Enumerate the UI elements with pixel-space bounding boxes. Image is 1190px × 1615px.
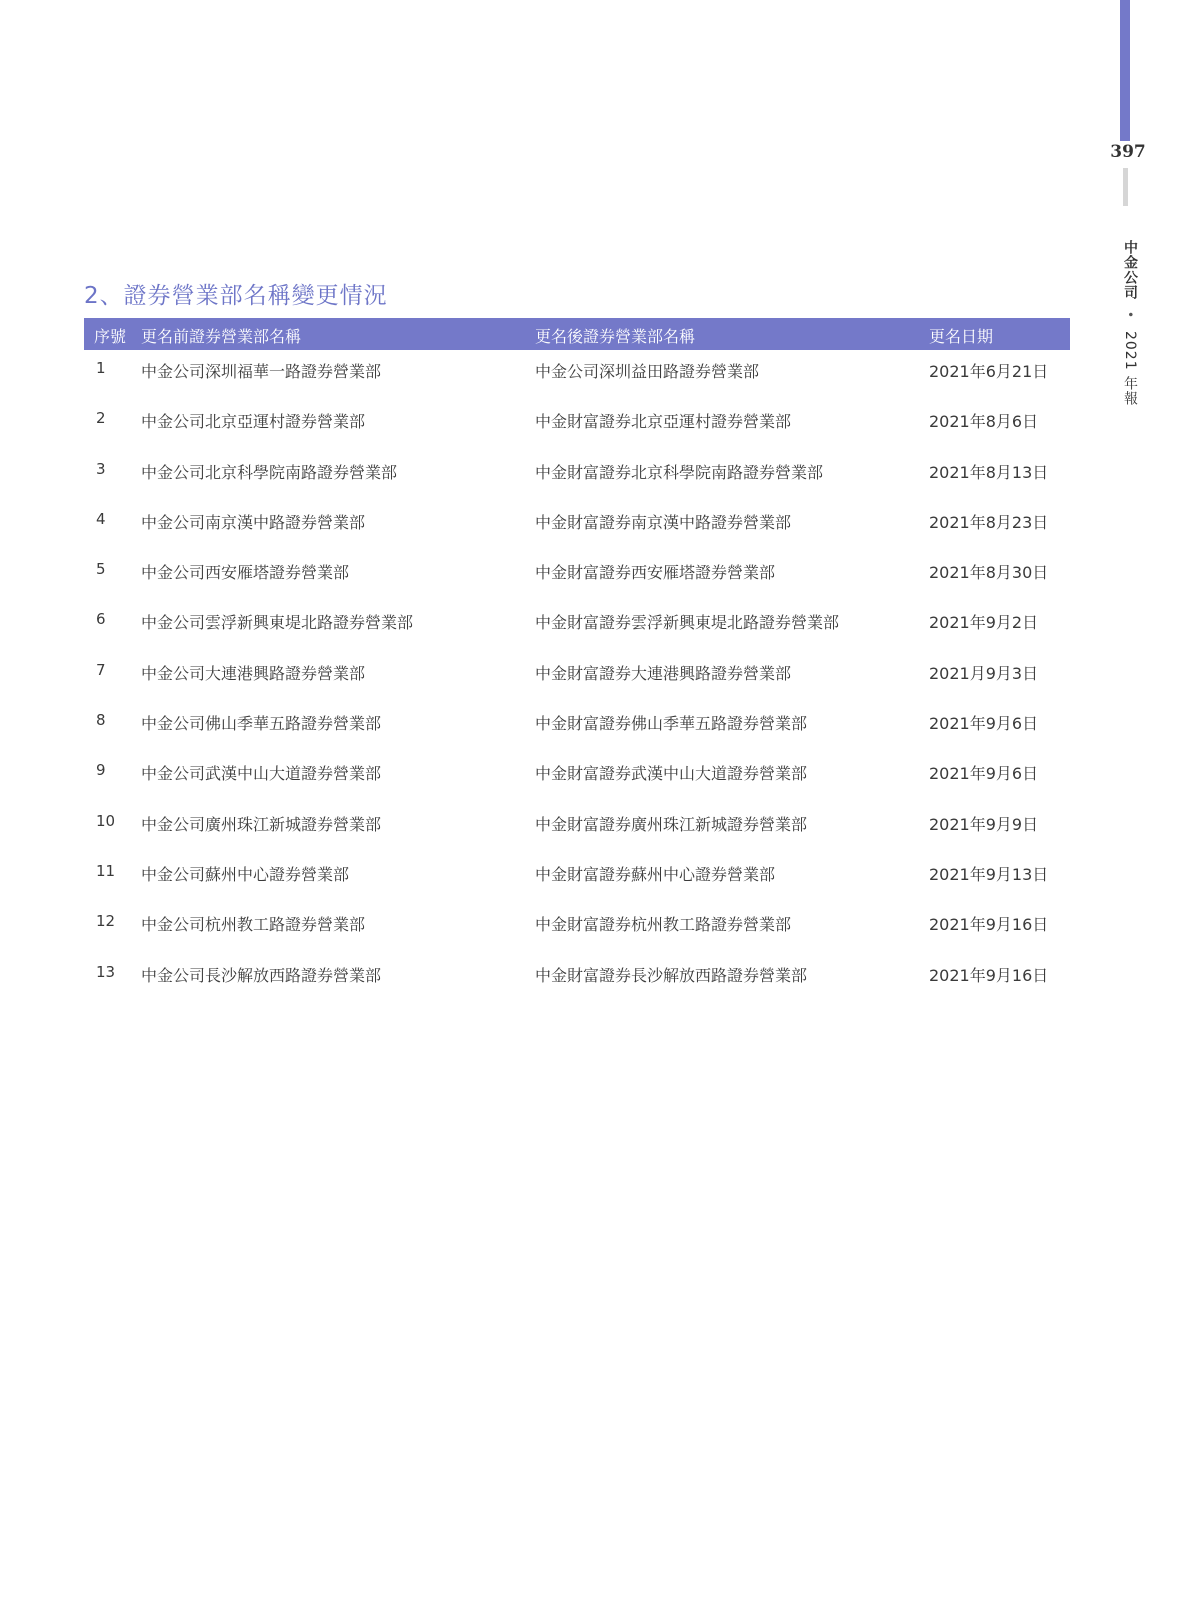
table-row: [84, 803, 1070, 853]
cell-after: 中金財富證券長沙解放西路證券營業部: [535, 965, 808, 985]
cell-after: 中金財富證券武漢中山大道證券營業部: [535, 764, 808, 784]
cell-before: 中金公司西安雁塔證券營業部: [141, 563, 350, 583]
cell-after: 中金財富證券蘇州中心證券營業部: [535, 864, 776, 884]
cell-date: 2021月9月3日: [929, 663, 1039, 683]
cell-before: 中金公司北京科學院南路證券營業部: [141, 462, 398, 482]
table-row: [84, 400, 1070, 450]
cell-before: 中金公司廣州珠江新城證券營業部: [141, 814, 382, 834]
table-row: [84, 350, 1070, 400]
header-no: 序號: [94, 327, 127, 346]
cell-date: 2021年9月16日: [929, 965, 1049, 985]
cell-after: 中金財富證券北京亞運村證券營業部: [535, 412, 792, 432]
table-header: [84, 318, 1070, 350]
cell-after: 中金財富證券北京科學院南路證券營業部: [535, 462, 824, 482]
cell-date: 2021年9月13日: [929, 864, 1049, 884]
separator-dot: •: [1123, 311, 1137, 320]
cell-no: 8: [96, 711, 106, 730]
cell-before: 中金公司雲浮新興東堤北路證券營業部: [141, 613, 414, 633]
cell-after: 中金財富證券佛山季華五路證券營業部: [535, 714, 808, 734]
cell-no: 3: [96, 459, 106, 478]
cell-after: 中金財富證券杭州教工路證券營業部: [535, 915, 792, 935]
section-title: 2、證券營業部名稱變更情況: [84, 283, 388, 309]
rename-table: [84, 318, 1070, 1004]
table-row: [84, 752, 1070, 802]
cell-after: 中金財富證券大連港興路證券營業部: [535, 663, 792, 683]
header-before: 更名前證券營業部名稱: [141, 327, 302, 346]
cell-date: 2021年8月13日: [929, 462, 1049, 482]
cell-before: 中金公司南京漢中路證券營業部: [141, 512, 366, 532]
table-row: [84, 903, 1070, 953]
company-name: 中金公司: [1122, 240, 1138, 300]
cell-date: 2021年9月16日: [929, 915, 1049, 935]
header-date: 更名日期: [929, 327, 994, 346]
table-row: [84, 702, 1070, 752]
cell-before: 中金公司武漢中山大道證券營業部: [141, 764, 382, 784]
page-number: 397: [1110, 142, 1146, 162]
cell-no: 9: [96, 761, 106, 780]
report-name: 2021 年報: [1122, 330, 1138, 407]
table-row: [84, 501, 1070, 551]
cell-after: 中金公司深圳益田路證券營業部: [535, 362, 760, 381]
cell-no: 2: [96, 409, 106, 428]
cell-after: 中金財富證券西安雁塔證券營業部: [535, 563, 776, 583]
table-row: [84, 551, 1070, 601]
margin-accent-bar: [1120, 0, 1130, 141]
table-row: [84, 652, 1070, 702]
cell-no: 5: [96, 560, 106, 579]
table-row: [84, 451, 1070, 501]
cell-before: 中金公司杭州教工路證券營業部: [141, 915, 366, 935]
cell-before: 中金公司蘇州中心證券營業部: [141, 864, 350, 884]
cell-date: 2021年8月30日: [929, 563, 1049, 583]
cell-date: 2021年8月6日: [929, 412, 1039, 432]
cell-after: 中金財富證券雲浮新興東堤北路證券營業部: [535, 613, 840, 633]
cell-date: 2021年9月6日: [929, 764, 1039, 784]
cell-no: 4: [96, 509, 106, 528]
cell-after: 中金財富證券南京漢中路證券營業部: [535, 512, 792, 532]
cell-no: 11: [96, 861, 116, 880]
cell-before: 中金公司大連港興路證券營業部: [141, 663, 366, 683]
cell-before: 中金公司長沙解放西路證券營業部: [141, 965, 382, 985]
cell-date: 2021年9月6日: [929, 714, 1039, 734]
margin-divider: [1123, 168, 1128, 206]
table-row: [84, 853, 1070, 903]
header-after: 更名後證券營業部名稱: [535, 327, 696, 346]
cell-no: 13: [96, 962, 116, 981]
cell-before: 中金公司深圳福華一路證券營業部: [141, 362, 382, 381]
cell-before: 中金公司北京亞運村證券營業部: [141, 412, 366, 432]
cell-no: 6: [96, 610, 106, 629]
cell-no: 7: [96, 660, 106, 679]
cell-date: 2021年8月23日: [929, 512, 1049, 532]
cell-date: 2021年9月9日: [929, 814, 1039, 834]
cell-date: 2021年6月21日: [929, 362, 1049, 381]
table-row: [84, 954, 1070, 1004]
cell-no: 12: [96, 912, 116, 931]
cell-no: 1: [96, 359, 106, 377]
cell-after: 中金財富證券廣州珠江新城證券營業部: [535, 814, 808, 834]
cell-before: 中金公司佛山季華五路證券營業部: [141, 714, 382, 734]
running-header: [1110, 240, 1140, 406]
table-row: [84, 601, 1070, 651]
cell-date: 2021年9月2日: [929, 613, 1039, 633]
cell-no: 10: [96, 811, 116, 830]
